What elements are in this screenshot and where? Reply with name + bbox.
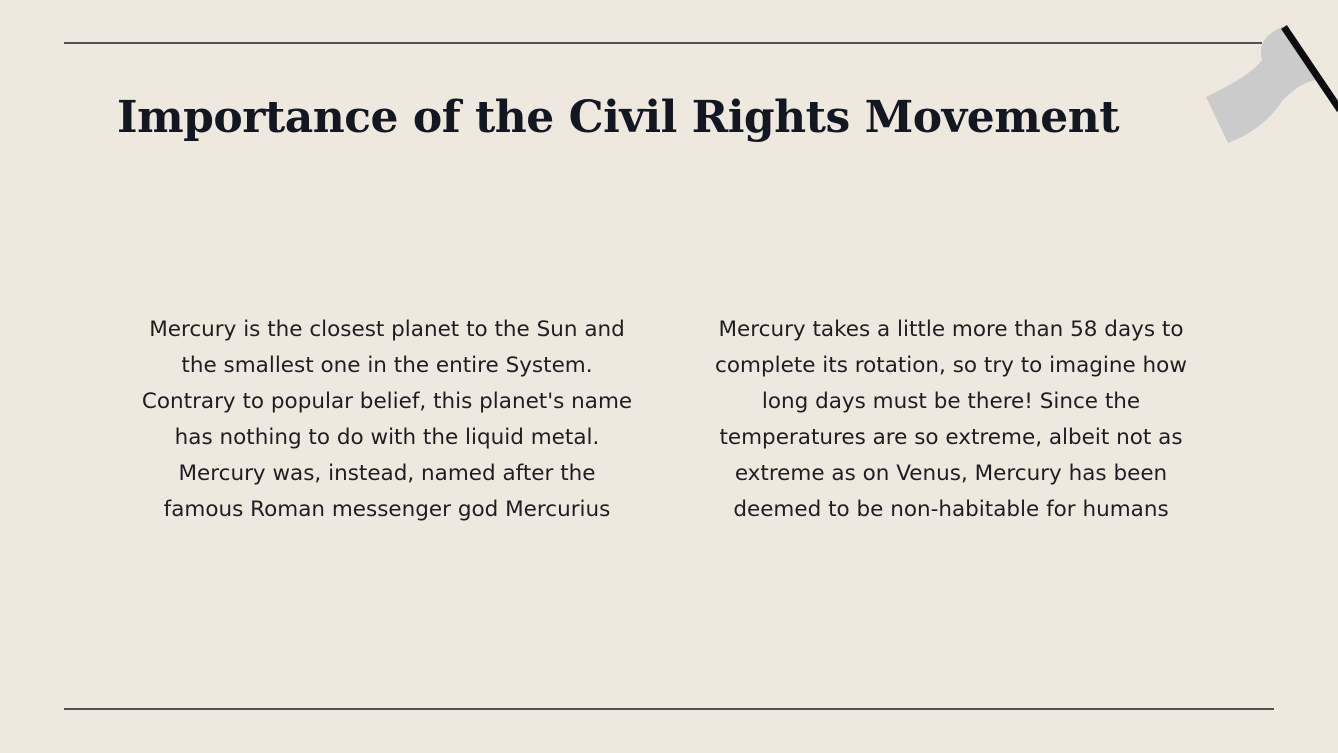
top-divider-line — [64, 42, 1262, 44]
bottom-divider-line — [64, 708, 1274, 710]
left-column-text: Mercury is the closest planet to the Sun and the smallest one in the entire System. Contrary to popular belief, this planet's name has nothing to do with the liquid metal. Mercury was, instead, named after the famous Roman messenger god Mercurius — [141, 317, 633, 522]
right-column-text: Mercury takes a little more than 58 days to complete its rotation, so try to imagine how long days must be there! Since the temperatures are so extreme, albeit not as extreme as on Venus, Mercury has been deemed to be non-habitable for humans — [715, 317, 1187, 522]
slide-title: Importance of the Civil Rights Movement — [117, 92, 1120, 143]
flag-icon — [1180, 0, 1338, 160]
